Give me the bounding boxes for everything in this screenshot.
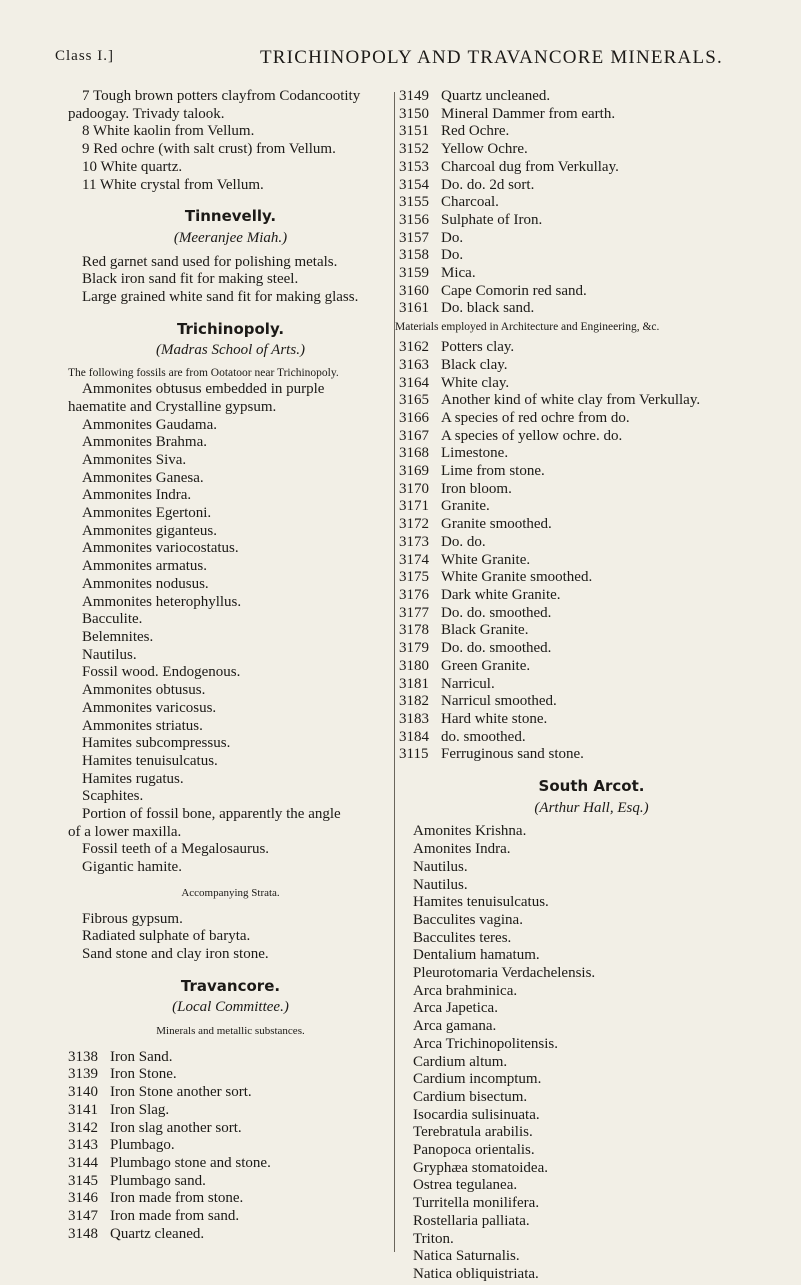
- catalogue-text: Plumbago sand.: [110, 1172, 206, 1189]
- list-item-cont: haematite and Crystalline gypsum.: [68, 398, 277, 415]
- catalogue-entry: [399, 711, 784, 729]
- catalogue-text: Iron made from sand.: [110, 1208, 240, 1225]
- catalogue-number: 3174: [399, 551, 429, 568]
- catalogue-text: Iron bloom.: [441, 480, 512, 497]
- catalogue-entry: [68, 1066, 393, 1084]
- tinnevelly-list: [68, 254, 393, 307]
- catalogue-entry: [399, 605, 784, 623]
- intro-line: padoogay. Trivady talook.: [68, 105, 225, 122]
- catalogue-text: Cape Comorin red sand.: [441, 282, 587, 299]
- catalogue-text: Iron Slag.: [110, 1101, 170, 1118]
- catalogue-text: Iron Sand.: [110, 1048, 173, 1065]
- list-item: Radiated sulphate of baryta.: [82, 928, 251, 945]
- list-item: Ostrea tegulanea.: [413, 1177, 518, 1194]
- catalogue-entry: [399, 729, 784, 747]
- catalogue-entry: [399, 410, 784, 428]
- trichinopoly-list: [68, 381, 393, 877]
- catalogue-text: Red Ochre.: [441, 123, 510, 140]
- catalogue-number: 3160: [399, 282, 429, 299]
- catalogue-entry: [399, 375, 784, 393]
- list-item: Red garnet sand used for polishing metals.: [82, 253, 338, 270]
- catalogue-text: Narricul.: [441, 675, 495, 692]
- list-item: Cardium altum.: [413, 1053, 508, 1070]
- catalogue-text: Do. do.: [441, 533, 486, 550]
- catalogue-entry: [68, 1173, 393, 1191]
- list-item: Dentalium hamatum.: [413, 947, 540, 964]
- catalogue-number: 3167: [399, 427, 429, 444]
- list-item: Portion of fossil bone, apparently the angle: [82, 806, 341, 823]
- catalogue-text: Iron Stone another sort.: [110, 1084, 252, 1101]
- catalogue-entry: [399, 177, 784, 195]
- catalogue-entry: [399, 552, 784, 570]
- catalogue-entry: [399, 88, 784, 106]
- list-item: Large grained white sand fit for making glass.: [82, 289, 359, 306]
- list-item: Fossil wood. Endogenous.: [82, 664, 241, 681]
- list-item: Natica Saturnalis.: [413, 1248, 520, 1265]
- intro-list: [68, 88, 393, 194]
- list-item: Arca gamana.: [413, 1018, 497, 1035]
- list-item: Cardium incomptum.: [413, 1071, 542, 1088]
- catalogue-entry: [68, 1190, 393, 1208]
- catalogue-entry: [399, 658, 784, 676]
- catalogue-number: 3171: [399, 498, 429, 515]
- catalogue-number: 3146: [68, 1190, 98, 1207]
- catalogue-entry: [399, 534, 784, 552]
- catalogue-number: 3183: [399, 710, 429, 727]
- tinnevelly-subheading: (Meeranjee Miah.): [173, 229, 288, 246]
- strata-label: Accompanying Strata.: [181, 886, 280, 899]
- catalogue-number: 3115: [399, 746, 429, 763]
- intro-line: 10 White quartz.: [82, 158, 183, 175]
- catalogue-entry: [399, 283, 784, 301]
- list-item: Arca Japetica.: [413, 1000, 498, 1017]
- list-item: Ammonites armatus.: [82, 558, 207, 575]
- catalogue-number: 3154: [399, 176, 429, 193]
- travancore-items: [68, 1049, 393, 1244]
- catalogue-number: 3139: [68, 1066, 98, 1083]
- trichinopoly-heading: Trichinopoly.: [176, 319, 285, 338]
- column-divider: [394, 92, 395, 1252]
- list-item: Ammonites Brahma.: [82, 434, 207, 451]
- south-arcot-subheading: (Arthur Hall, Esq.): [534, 799, 649, 816]
- list-item: Black iron sand fit for making steel.: [82, 271, 299, 288]
- trichinopoly-note: The following fossils are from Ootatoor near Trichinopoly.: [68, 367, 339, 380]
- catalogue-text: Do.: [441, 247, 464, 264]
- catalogue-entry: [399, 587, 784, 605]
- catalogue-number: 3163: [399, 356, 429, 373]
- list-item: Arca brahminica.: [413, 982, 518, 999]
- catalogue-text: Plumbago stone and stone.: [110, 1154, 271, 1171]
- list-item: Hamites tenuisulcatus.: [413, 894, 549, 911]
- catalogue-text: Black clay.: [441, 356, 508, 373]
- catalogue-number: 3158: [399, 247, 429, 264]
- catalogue-number: 3166: [399, 409, 429, 426]
- right-column: [395, 88, 784, 1284]
- catalogue-text: Do. do. smoothed.: [441, 640, 552, 657]
- catalogue-entry: [68, 1084, 393, 1102]
- catalogue-number: 3143: [68, 1137, 98, 1154]
- trichinopoly-subheading: (Madras School of Arts.): [156, 342, 305, 359]
- catalogue-entry: [399, 463, 784, 481]
- list-item: Nautilus.: [413, 876, 468, 893]
- catalogue-entry: [399, 300, 784, 318]
- catalogue-number: 3168: [399, 445, 429, 462]
- catalogue-number: 3182: [399, 693, 429, 710]
- list-item: Ammonites nodusus.: [82, 575, 209, 592]
- catalogue-number: 3152: [399, 141, 429, 158]
- catalogue-entry: [399, 676, 784, 694]
- catalogue-text: Black Granite.: [441, 622, 529, 639]
- catalogue-entry: [399, 640, 784, 658]
- catalogue-number: 3165: [399, 392, 429, 409]
- catalogue-text: Ferruginous sand stone.: [441, 746, 584, 763]
- list-item: Hamites tenuisulcatus.: [82, 752, 218, 769]
- catalogue-text: Yellow Ochre.: [441, 141, 528, 158]
- list-item: Panopoca orientalis.: [413, 1142, 535, 1159]
- catalogue-text: Quartz cleaned.: [110, 1225, 205, 1242]
- catalogue-entry: [68, 1102, 393, 1120]
- catalogue-text: Iron Stone.: [110, 1066, 177, 1083]
- list-item: Amonites Indra.: [413, 841, 511, 858]
- catalogue-entry: [68, 1226, 393, 1244]
- catalogue-number: 3184: [399, 728, 429, 745]
- catalogue-text: Iron slag another sort.: [110, 1119, 242, 1136]
- catalogue-entry: [399, 339, 784, 357]
- catalogue-text: Hard white stone.: [441, 710, 548, 727]
- list-item: Triton.: [413, 1230, 454, 1247]
- intro-line: 7 Tough brown potters clayfrom Codancootity: [82, 88, 361, 104]
- travancore-subheading: (Local Committee.): [172, 999, 289, 1016]
- intro-line: 9 Red ochre (with salt crust) from Vellum.: [82, 141, 336, 158]
- catalogue-entry: [399, 392, 784, 410]
- catalogue-entry: [399, 265, 784, 283]
- catalogue-number: 3172: [399, 516, 429, 533]
- list-item: Ammonites heterophyllus.: [82, 593, 242, 610]
- catalogue-number: 3161: [399, 300, 429, 317]
- list-item: Fibrous gypsum.: [82, 910, 183, 927]
- catalogue-number: 3159: [399, 265, 429, 282]
- list-item: Ammonites Siva.: [82, 451, 187, 468]
- catalogue-entry: [68, 1208, 393, 1226]
- list-item: Nautilus.: [413, 858, 468, 875]
- list-item: Bacculite.: [82, 611, 143, 628]
- catalogue-text: Lime from stone.: [441, 463, 545, 480]
- catalogue-text: Do.: [441, 229, 464, 246]
- catalogue-text: Another kind of white clay from Verkullay.: [441, 392, 701, 409]
- catalogue-entry: [399, 445, 784, 463]
- list-item: Ammonites striatus.: [82, 717, 203, 734]
- catalogue-text: Quartz uncleaned.: [441, 88, 551, 104]
- catalogue-text: Mineral Dammer from earth.: [441, 105, 616, 122]
- catalogue-text: Charcoal dug from Verkullay.: [441, 158, 619, 175]
- catalogue-entry: [399, 194, 784, 212]
- catalogue-number: 3170: [399, 480, 429, 497]
- south-arcot-heading: South Arcot.: [538, 777, 645, 796]
- list-item: Terebratula arabilis.: [413, 1124, 533, 1141]
- catalogue-text: A species of red ochre from do.: [441, 409, 630, 426]
- intro-line: 11 White crystal from Vellum.: [82, 176, 264, 193]
- catalogue-text: Do. black sand.: [441, 300, 535, 317]
- catalogue-entry: [68, 1049, 393, 1067]
- catalogue-entry: [399, 693, 784, 711]
- south-arcot-items: [399, 823, 784, 1283]
- catalogue-number: 3175: [399, 569, 429, 586]
- catalogue-entry: [68, 1137, 393, 1155]
- intro-line: 8 White kaolin from Vellum.: [82, 123, 255, 140]
- catalogue-text: Do. do. smoothed.: [441, 604, 552, 621]
- list-item: Sand stone and clay iron stone.: [82, 945, 269, 962]
- catalogue-number: 3178: [399, 622, 429, 639]
- catalogue-number: 3177: [399, 604, 429, 621]
- catalogue-entry: [399, 516, 784, 534]
- catalogue-entry: [399, 569, 784, 587]
- catalogue-entry: [399, 212, 784, 230]
- catalogue-number: 3180: [399, 657, 429, 674]
- list-item: Ammonites Ganesa.: [82, 469, 204, 486]
- catalogue-text: Mica.: [441, 265, 476, 282]
- list-item: Belemnites.: [82, 628, 154, 645]
- list-item: Ammonites varicosus.: [82, 699, 217, 716]
- catalogue-entry: [399, 230, 784, 248]
- catalogue-text: Narricul smoothed.: [441, 693, 557, 710]
- catalogue-text: Green Granite.: [441, 657, 531, 674]
- catalogue-entry: [399, 141, 784, 159]
- list-item: Scaphites.: [82, 788, 144, 805]
- list-item: Isocardia sulisinuata.: [413, 1106, 540, 1123]
- catalogue-number: 3150: [399, 105, 429, 122]
- list-item: Ammonites obtusus embedded in purple: [82, 381, 325, 398]
- catalogue-number: 3147: [68, 1208, 98, 1225]
- list-item: Ammonites obtusus.: [82, 682, 206, 699]
- list-item: Pleurotomaria Verdachelensis.: [413, 965, 596, 982]
- catalogue-entry: [399, 106, 784, 124]
- catalogue-text: Granite.: [441, 498, 490, 515]
- catalogue-number: 3162: [399, 339, 429, 356]
- catalogue-entry: [399, 247, 784, 265]
- class-label: Class I.]: [55, 48, 114, 64]
- catalogue-entry: [399, 746, 784, 764]
- catalogue-entry: [399, 498, 784, 516]
- materials-note: Materials employed in Architecture and Engineering, &c.: [395, 321, 660, 334]
- catalogue-number: 3179: [399, 640, 429, 657]
- catalogue-entry: [399, 123, 784, 141]
- list-item: Cardium bisectum.: [413, 1088, 528, 1105]
- catalogue-text: Sulphate of Iron.: [441, 211, 543, 228]
- catalogue-entry: [399, 481, 784, 499]
- catalogue-text: White clay.: [441, 374, 510, 391]
- list-item: Arca Trichinopolitensis.: [413, 1035, 558, 1052]
- list-item: Hamites subcompressus.: [82, 735, 231, 752]
- catalogue-text: Limestone.: [441, 445, 509, 462]
- list-item: Ammonites giganteus.: [82, 522, 217, 539]
- left-column: [68, 88, 393, 1243]
- catalogue-number: 3169: [399, 463, 429, 480]
- page-title: TRICHINOPOLY AND TRAVANCORE MINERALS.: [260, 47, 724, 68]
- catalogue-number: 3176: [399, 586, 429, 603]
- catalogue-number: 3173: [399, 533, 429, 550]
- catalogue-number: 3149: [399, 88, 429, 104]
- list-item: Bacculites teres.: [413, 929, 512, 946]
- catalogue-text: White Granite.: [441, 551, 531, 568]
- catalogue-number: 3148: [68, 1225, 98, 1242]
- catalogue-number: 3138: [68, 1048, 98, 1065]
- catalogue-number: 3164: [399, 374, 429, 391]
- list-item: Rostellaria palliata.: [413, 1212, 530, 1229]
- catalogue-number: 3155: [399, 194, 429, 211]
- strata-list: [68, 911, 393, 964]
- catalogue-number: 3157: [399, 229, 429, 246]
- list-item: Hamites rugatus.: [82, 770, 184, 787]
- catalogue-number: 3181: [399, 675, 429, 692]
- page-header: [0, 30, 801, 70]
- list-item: Fossil teeth of a Megalosaurus.: [82, 841, 270, 858]
- list-item: Gryphæa stomatoidea.: [413, 1159, 548, 1176]
- trichinopoly-items: [82, 417, 393, 806]
- catalogue-entry: [399, 428, 784, 446]
- catalogue-entry: [399, 357, 784, 375]
- list-item: Bacculites vagina.: [413, 911, 523, 928]
- list-item: Amonites Krishna.: [413, 823, 527, 840]
- list-item-cont: of a lower maxilla.: [68, 823, 182, 840]
- travancore-note: Minerals and metallic substances.: [156, 1025, 305, 1038]
- list-item: Nautilus.: [82, 646, 137, 663]
- list-item: Ammonites Indra.: [82, 487, 192, 504]
- catalogue-text: A species of yellow ochre. do.: [441, 427, 623, 444]
- list-item: Turritella monilifera.: [413, 1195, 540, 1212]
- catalogue-text: Granite smoothed.: [441, 516, 552, 533]
- catalogue-number: 3145: [68, 1172, 98, 1189]
- catalogue-entry: [68, 1155, 393, 1173]
- catalogue-number: 3141: [68, 1101, 98, 1118]
- catalogue-number: 3144: [68, 1154, 98, 1171]
- list-item: Ammonites Gaudama.: [82, 416, 217, 433]
- travancore-heading: Travancore.: [180, 976, 281, 995]
- catalogue-text: Iron made from stone.: [110, 1190, 244, 1207]
- catalogue-number: 3151: [399, 123, 429, 140]
- catalogue-number: 3153: [399, 158, 429, 175]
- catalogue-text: do. smoothed.: [441, 728, 526, 745]
- list-item: Natica obliquistriata.: [413, 1266, 539, 1282]
- catalogue-entry: [399, 159, 784, 177]
- list-item: Gigantic hamite.: [82, 859, 182, 876]
- catalogue-entry: [399, 622, 784, 640]
- catalogue-number: 3140: [68, 1084, 98, 1101]
- materials-items: [399, 339, 784, 764]
- catalogue-text: Plumbago.: [110, 1137, 175, 1154]
- list-item: Ammonites variocostatus.: [82, 540, 239, 557]
- catalogue-number: 3142: [68, 1119, 98, 1136]
- catalogue-text: Potters clay.: [441, 339, 515, 356]
- catalogue-text: Do. do. 2d sort.: [441, 176, 535, 193]
- catalogue-text: White Granite smoothed.: [441, 569, 593, 586]
- catalogue-entry: [68, 1120, 393, 1138]
- catalogue-text: Charcoal.: [441, 194, 499, 211]
- mineral-items: [399, 88, 784, 318]
- catalogue-text: Dark white Granite.: [441, 586, 561, 603]
- list-item: Ammonites Egertoni.: [82, 505, 212, 522]
- tinnevelly-heading: Tinnevelly.: [184, 207, 277, 226]
- catalogue-number: 3156: [399, 211, 429, 228]
